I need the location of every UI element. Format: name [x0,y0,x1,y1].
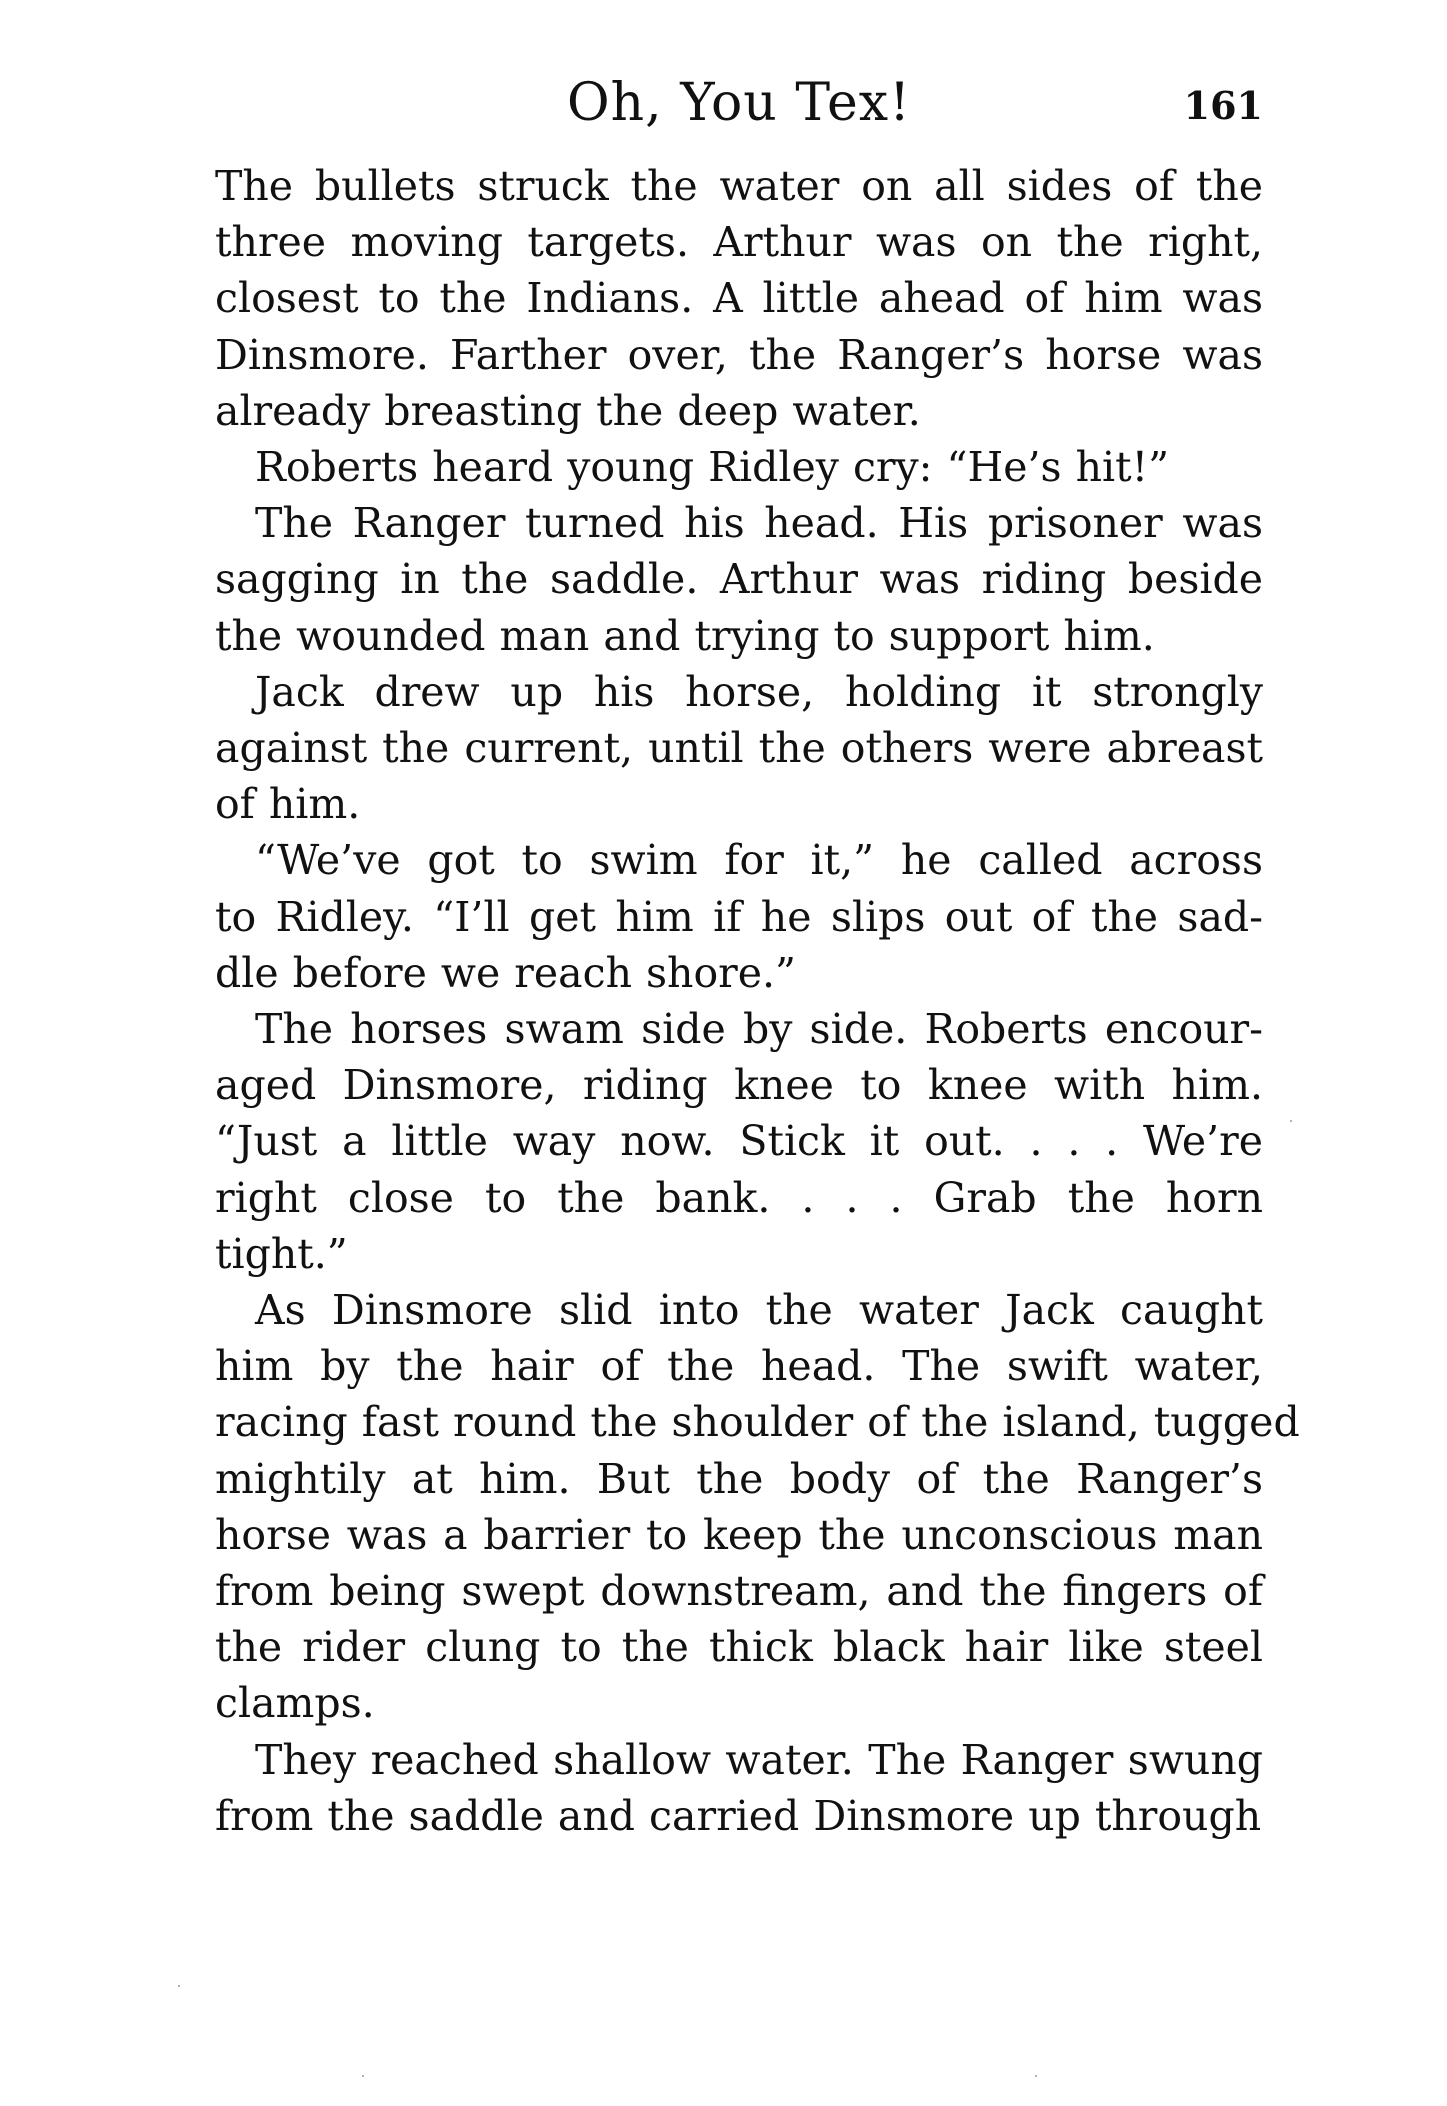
text-line: dle before we reach shore.” [215,948,797,997]
text-line: already breasting the deep water. [215,386,921,435]
paragraph [215,1282,1300,1732]
text-line: “We’ve got to swim for it,” he called across [255,836,1263,885]
paragraph [215,1001,1263,1282]
text-line: Dinsmore. Farther over, the Ranger’s horse was [215,330,1263,379]
running-head [215,68,1263,138]
text-line: him by the hair of the head. The swift water, [215,1342,1263,1391]
text-line: against the current, until the others were abreast [215,724,1263,773]
page-speck [178,1985,180,1987]
text-line: Roberts heard young Ridley cry: “He’s hit!” [255,443,1170,492]
paragraph [215,158,1263,439]
text-line: As Dinsmore slid into the water Jack caught [255,1286,1263,1335]
text-line: to Ridley. “I’ll get him if he slips out of the sad- [215,892,1263,941]
text-line: “Just a little way now. Stick it out. . . . We’re [215,1117,1263,1166]
paragraph [215,664,1263,833]
text-line: Jack drew up his horse, holding it strongly [255,667,1263,716]
text-line: right close to the bank. . . . Grab the horn [215,1173,1263,1222]
page-speck [362,2075,364,2077]
text-line: The horses swam side by side. Roberts encour- [255,1005,1263,1054]
page-speck [1035,2075,1037,2077]
text-line: racing fast round the shoulder of the island, tugged [215,1398,1300,1447]
text-line: mightily at him. But the body of the Ranger’s [215,1454,1263,1503]
text-line: tight.” [215,1229,348,1278]
paragraph [215,495,1263,664]
paragraph [215,832,1263,1001]
paragraph [215,1732,1263,1844]
text-line: horse was a barrier to keep the unconscious man [215,1510,1263,1559]
text-line: The Ranger turned his head. His prisoner was [255,499,1263,548]
text-line: the rider clung to the thick black hair like steel [215,1623,1263,1672]
text-line: They reached shallow water. The Ranger swung [255,1735,1263,1784]
text-line: closest to the Indians. A little ahead of him was [215,274,1263,323]
page-number: 161 [1183,83,1263,128]
text-line: from being swept downstream, and the fingers of [215,1567,1263,1616]
paragraph [215,439,1263,495]
text-line: clamps. [215,1679,375,1728]
text-line: sagging in the saddle. Arthur was riding beside [215,555,1263,604]
body-text [215,158,1300,1844]
text-line: of him. [215,780,361,829]
page-speck [1290,1120,1292,1122]
text-line: three moving targets. Arthur was on the right, [215,218,1263,267]
text-line: from the saddle and carried Dinsmore up through [215,1791,1262,1840]
running-title: Oh, You Tex! [567,73,911,133]
text-line: The bullets struck the water on all sides of the [215,162,1263,210]
text-line: aged Dinsmore, riding knee to knee with him. [215,1061,1263,1110]
text-line: the wounded man and trying to support him. [215,611,1155,660]
